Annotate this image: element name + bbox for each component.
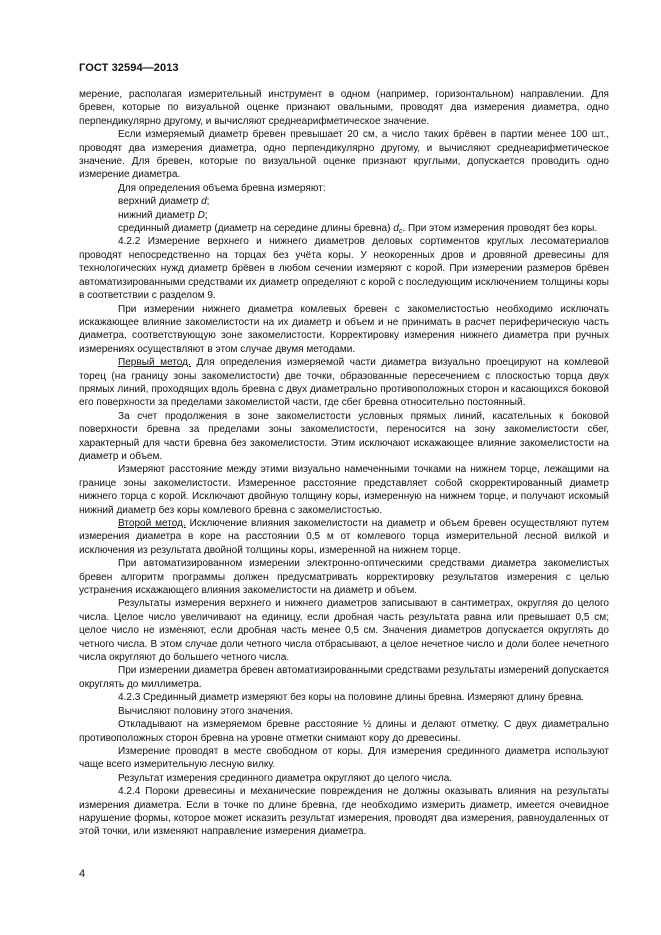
paragraph: При измерении диаметра бревен автоматизированными средствами результаты измерений допускается округлять до миллиметра. xyxy=(79,665,609,690)
page-number: 4 xyxy=(79,868,86,880)
paragraph: Вычисляют половину этого значения. xyxy=(118,705,294,717)
paragraph: 4.2.4 Пороки древесины и механические повреждения не должны оказывать влияния на результаты измерения диаметра. Если в точке по длине бревна, где необходимо измерить диаметр, имеется очевидное нарушение формы, которое может исказить результат измерения, проводят два измерения, равноудаленных от этой точки, или изменяют направление измерения диаметра. xyxy=(79,786,609,838)
paragraph: При измерении нижнего диаметра комлевых бревен с закомелистостью необходимо исключать искажающее влияние закомелистости на их диаметр и объем и не принимать в расчет периферическую часть диаметра, соответствующую зоне закомелистости. Корректировку измерения нижнего диаметра при ручных измерениях осуществляют в этом случае двумя методами. xyxy=(79,303,609,355)
paragraph: мерение, располагая измерительный инструмент в одном (например, горизонтальном) направлении. Для бревен, которые по визуальной оценке признают овальными, проводят два измерения диаметра, одно перпендикулярно другому, и вычисляют среднеарифметическое значение. xyxy=(79,89,609,127)
paragraph: Откладывают на измеряемом бревне расстояние ½ длины и делают отметку. С двух диаметрально противоположных сторон бревна на уровне отметки снимают кору до древесины. xyxy=(79,719,609,744)
paragraph: За счет продолжения в зоне закомелистости условных прямых линий, касательных к боковой поверхности бревна за пределами зоны закомелистости, переносится на зону закомелистости сбег, характерный для части бревна без закомелистости. Этим исключают искажающее влияние закомелистости на диаметр и объем. xyxy=(79,410,609,462)
paragraph: Результаты измерения верхнего и нижнего диаметров записывают в сантиметрах, округляя до целого числа. Целое число увеличивают на единицу, если дробная часть результата равна или превышает 0,5 см; целое число не изменяют, если дробная часть менее 0,5 см. Значения диаметров допускается округлять до четного числа. В этом случае доли четного числа отбрасывают, а целое нечетное число и доли более нечетного числа округляют до большего четного числа. xyxy=(79,598,609,664)
paragraph: При автоматизированном измерении электронно-оптическими средствами диаметра закомелистых бревен алгоритм программы должен предусматривать корректировку результатов измерения с целью устранения искажающего влияния закомелистости на диаметр и объем. xyxy=(79,558,609,597)
paragraph: Измерение проводят в месте свободном от коры. Для измерения срединного диаметра используют чаще всего измерительную лесную вилку. xyxy=(79,745,609,771)
paragraph: Второй метод. Исключение влияния закомелистости на диаметр и объем бревен осуществляют путем измерения диаметра в коре на расстоянии 0,5 м от комлевого торца измерительной лесной вилкой и исключения из результата двойной толщины коры, измеренной на нижнем торце. xyxy=(79,518,609,556)
list-item: срединный диаметр (диаметр на середине длины бревна) $d_c$. При этом измерения проводят без коры. xyxy=(118,223,598,236)
paragraph: Если измеряемый диаметр бревен превышает 20 см, а число таких брёвен в партии менее 100 шт., проводят два измерения диаметра, одно перпендикулярно другому, и вычисляют среднеарифметическое значение. Для бревен, которые по визуальной оценке признают круглыми, допускается проводить одно измерение диаметра. xyxy=(79,129,609,181)
paragraph: 4.2.3 Срединный диаметр измеряют без коры на половине длины бревна. Измеряют длину бревна. xyxy=(118,692,585,704)
method-heading: Первый метод. xyxy=(118,357,191,369)
method-heading: Второй метод. xyxy=(118,518,186,529)
document-body xyxy=(79,88,609,839)
paragraph: Для определения объема бревна измеряют: xyxy=(118,182,326,194)
list-item: верхний диаметр d; xyxy=(118,196,210,208)
paragraph: 4.2.2 Измерение верхнего и нижнего диаметров деловых сортиментов круглых лесоматериалов проводят непосредственно на торцах без учёта коры. У неокоренных дров и дровяной древесины для технологических нужд диаметр брёвен в любом сечении измеряют с корой. При измерении размеров брёвен автоматизированными средствами их диаметр определяют с корой с последующим исключением толщины коры в соответствии с разделом 9. xyxy=(79,236,609,302)
paragraph: Измеряют расстояние между этими визуально намеченными точками на нижнем торце, лежащими на границе зоны закомелистости. Измеренное расстояние представляет собой скорректированный диаметр нижнего торца с корой. Исключают двойную толщину коры, измеренную на нижнем торце, и получают искомый нижний диаметр без коры комлевого бревна с закомелистостью. xyxy=(79,464,609,516)
document-header: ГОСТ 32594—2013 xyxy=(79,62,179,74)
paragraph: Первый метод. Для определения измеряемой части диаметра визуально проецируют на комлевой торец (на границу зоны закомелистости) две точки, образованные пересечением с плоскостью торца двух прямых линий, проходящих вдоль бревна с двух диаметрально противоположных сторон и касающихся боковой его поверхности за пределами закомелистой части, где сбег бревна относительно постоянный. xyxy=(79,357,610,409)
paragraph: Результат измерения срединного диаметра округляют до целого числа. xyxy=(118,772,453,784)
list-item: нижний диаметр D; xyxy=(118,209,208,221)
